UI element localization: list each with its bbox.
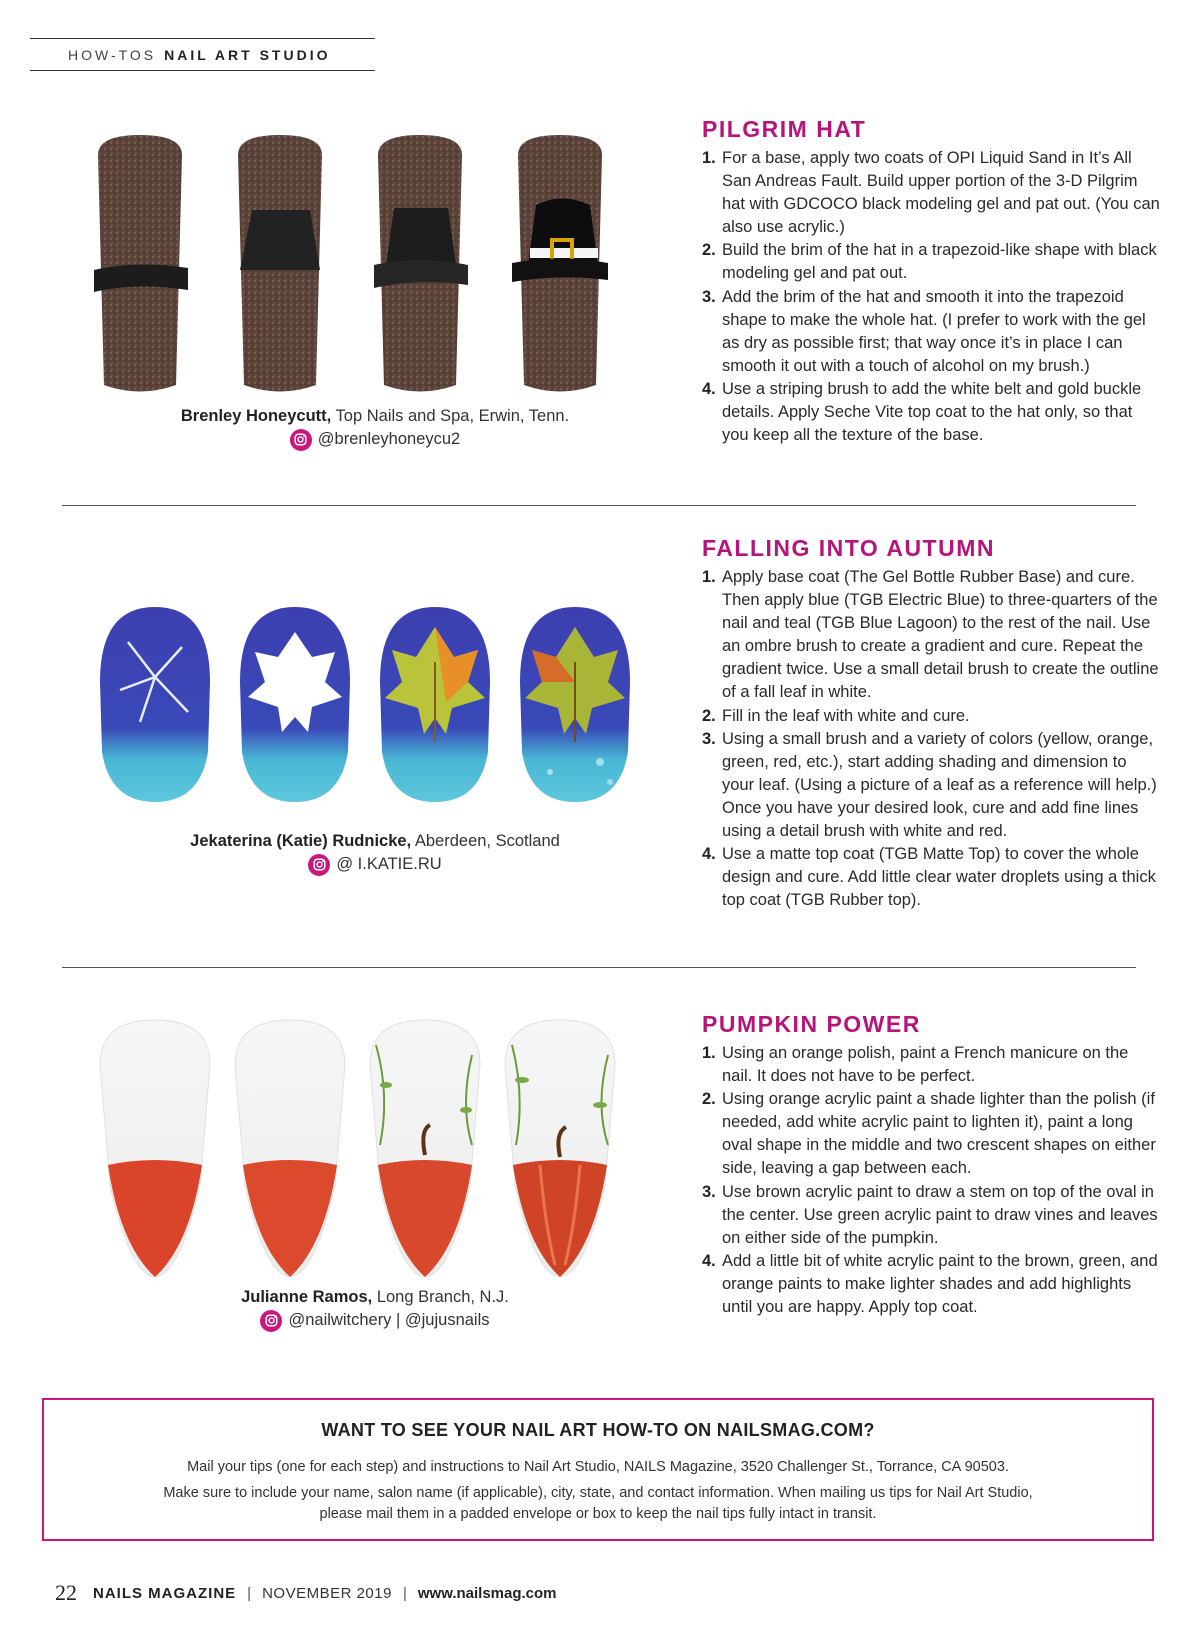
section-title: PILGRIM HAT (702, 116, 867, 142)
callout-heading: WANT TO SEE YOUR NAIL ART HOW-TO ON NAILSMAG.COM? (321, 1420, 875, 1440)
step-number: 1. (702, 1044, 716, 1062)
artist-location: Long Branch, N.J. (376, 1288, 509, 1306)
step-item (702, 239, 1162, 285)
instagram-handle-row (308, 853, 441, 876)
section-divider (62, 505, 1136, 506)
section-divider (62, 967, 1136, 968)
step-item (702, 705, 1162, 728)
autumn-nail-3 (380, 607, 490, 802)
callout-line-1: Mail your tips (one for each step) and instructions to Nail Art Studio, NAILS Magazine, 3520 Challenger St., Torrance, CA 90503. (187, 1459, 1009, 1475)
instagram-icon (260, 1310, 282, 1332)
pumpkin-credit (80, 1286, 670, 1334)
step-item (702, 378, 1162, 447)
pumpkin-nail-4 (505, 1020, 615, 1277)
pilgrim-hat-credit (80, 405, 670, 453)
step-text: Use brown acrylic paint to draw a stem on top of the oval in the center. Use green acrylic paint to draw vines and leaves on either side of the pumpkin. (722, 1182, 1158, 1247)
step-number: 4. (702, 379, 716, 398)
pilgrim-artist-line (80, 405, 670, 428)
pumpkin-nail-1 (100, 1020, 210, 1277)
instagram-handle-row (260, 1309, 489, 1332)
footer-separator: | (402, 1584, 407, 1602)
artist-name: Brenley Honeycutt, (180, 407, 332, 425)
step-number: 2. (702, 241, 716, 260)
pilgrim-hat-instructions (702, 116, 1162, 447)
step-item (702, 843, 1162, 912)
header-column: NAIL ART STUDIO (164, 46, 331, 63)
footer-separator: | (247, 1584, 252, 1602)
instagram-icon (290, 429, 312, 451)
step-item (702, 286, 1162, 378)
step-item (702, 728, 1162, 843)
step-number: 1. (702, 149, 716, 167)
pumpkin-artist-line (80, 1286, 670, 1309)
running-header (30, 38, 375, 71)
pilgrim-hat-nails-photo (80, 130, 670, 405)
autumn-nail-1 (100, 607, 210, 802)
autumn-nail-4 (520, 607, 630, 802)
instagram-handle: @ I.KATIE.RU (336, 855, 442, 873)
pilgrim-nail-3 (374, 135, 468, 392)
pilgrim-nail-1 (94, 135, 188, 392)
step-number: 2. (702, 706, 716, 725)
step-item (702, 1042, 1162, 1088)
submission-callout-box (42, 1398, 1154, 1541)
instagram-handle-row (290, 428, 460, 451)
page-footer (55, 1580, 557, 1606)
step-text: Build the brim of the hat in a trapezoid-like shape with black modeling gel and pat out. (722, 241, 1157, 283)
step-text: Using a small brush and a variety of colors (yellow, orange, green, red, etc.), start adding shading and dimension to your leaf. (Using a picture of a leaf as a reference will help.) Once you have your desired look, cure and add fine lines using a detail brush with white and red. (722, 729, 1157, 841)
autumn-nail-2 (240, 607, 350, 802)
instagram-handle: @brenleyhoneycu2 (317, 430, 461, 448)
artist-location: Top Nails and Spa, Erwin, Tenn. (335, 407, 570, 425)
step-number: 2. (702, 1090, 716, 1109)
step-text: Add the brim of the hat and smooth it into the trapezoid shape to make the whole hat. (I prefer to work with the gel as dry as possible first; that way once it’s in place I can smooth it out with a touch of alcohol on my brush.) (722, 287, 1146, 375)
step-text: Add a little bit of white acrylic paint to the brown, green, and orange paints to make lighter shades and add highlights until you are happy. Apply top coat. (722, 1251, 1158, 1317)
magazine-name: NAILS MAGAZINE (93, 1584, 237, 1602)
step-number: 3. (702, 729, 716, 748)
step-number: 4. (702, 1251, 716, 1270)
step-number: 3. (702, 287, 716, 306)
instagram-icon (308, 854, 330, 876)
step-number: 1. (702, 568, 716, 586)
autumn-instructions (702, 535, 1162, 912)
step-text: Apply base coat (The Gel Bottle Rubber Base) and cure. Then apply blue (TGB Electric Blue) to three-quarters of the nail and teal (TGB Blue Lagoon) to the rest of the nail. Use an ombre brush to create a gradient and cure. Repeat the gradient twice. Use a small detail brush to create the outline of a fall leaf in white. (722, 568, 1159, 702)
autumn-credit (80, 830, 670, 878)
step-item (702, 147, 1162, 239)
instagram-handle: @nailwitchery | @jujusnails (288, 1311, 490, 1329)
autumn-artist-line (80, 830, 670, 853)
step-text: Use a striping brush to add the white belt and gold buckle details. Apply Seche Vite top coat to the hat only, so that you keep all the texture of the base. (722, 379, 1142, 445)
step-item (702, 1250, 1162, 1319)
pumpkin-nails-photo (80, 1015, 670, 1285)
artist-name: Jekaterina (Katie) Rudnicke, (190, 832, 412, 850)
pumpkin-instructions (702, 1011, 1162, 1319)
pilgrim-nail-4 (512, 135, 608, 392)
step-text: Using orange acrylic paint a shade lighter than the polish (if needed, add white acrylic paint to lighten it), paint a long oval shape in the middle and two crescent shapes on either side, leaving a gap between each. (722, 1090, 1156, 1178)
step-item (702, 566, 1162, 705)
step-text: Use a matte top coat (TGB Matte Top) to cover the whole design and cure. Add little clear water droplets using a thick top coat (TGB Rubber top). (722, 845, 1156, 910)
pilgrim-nail-2 (238, 135, 322, 392)
section-title: FALLING INTO AUTUMN (702, 535, 995, 561)
step-text: Using an orange polish, paint a French manicure on the nail. It does not have to be perfect. (722, 1044, 1129, 1086)
page-number: 22 (55, 1580, 77, 1605)
step-number: 4. (702, 845, 716, 864)
pumpkin-nail-2 (235, 1020, 345, 1277)
artist-name: Julianne Ramos, (241, 1288, 373, 1306)
callout-line-3: please mail them in a padded envelope or box to keep the nail tips fully intact in transit. (319, 1506, 877, 1522)
pumpkin-nail-3 (370, 1020, 480, 1277)
header-section: HOW-TOS (68, 46, 157, 63)
artist-location: Aberdeen, Scotland (414, 832, 560, 850)
section-title: PUMPKIN POWER (702, 1011, 921, 1037)
website-link[interactable]: www.nailsmag.com (417, 1584, 557, 1602)
callout-line-2: Make sure to include your name, salon name (if applicable), city, state, and contact information. When mailing us tips for Nail Art Studio, (163, 1485, 1033, 1501)
step-text: For a base, apply two coats of OPI Liquid Sand in It’s All San Andreas Fault. Build upper portion of the 3-D Pilgrim hat with GDCOCO black modeling gel and pat out. (You can also use acrylic.) (722, 149, 1160, 237)
step-item (702, 1181, 1162, 1250)
autumn-nails-photo (80, 602, 670, 812)
issue-date: NOVEMBER 2019 (262, 1584, 392, 1602)
step-number: 3. (702, 1182, 716, 1201)
step-item (702, 1088, 1162, 1180)
step-text: Fill in the leaf with white and cure. (722, 706, 970, 725)
